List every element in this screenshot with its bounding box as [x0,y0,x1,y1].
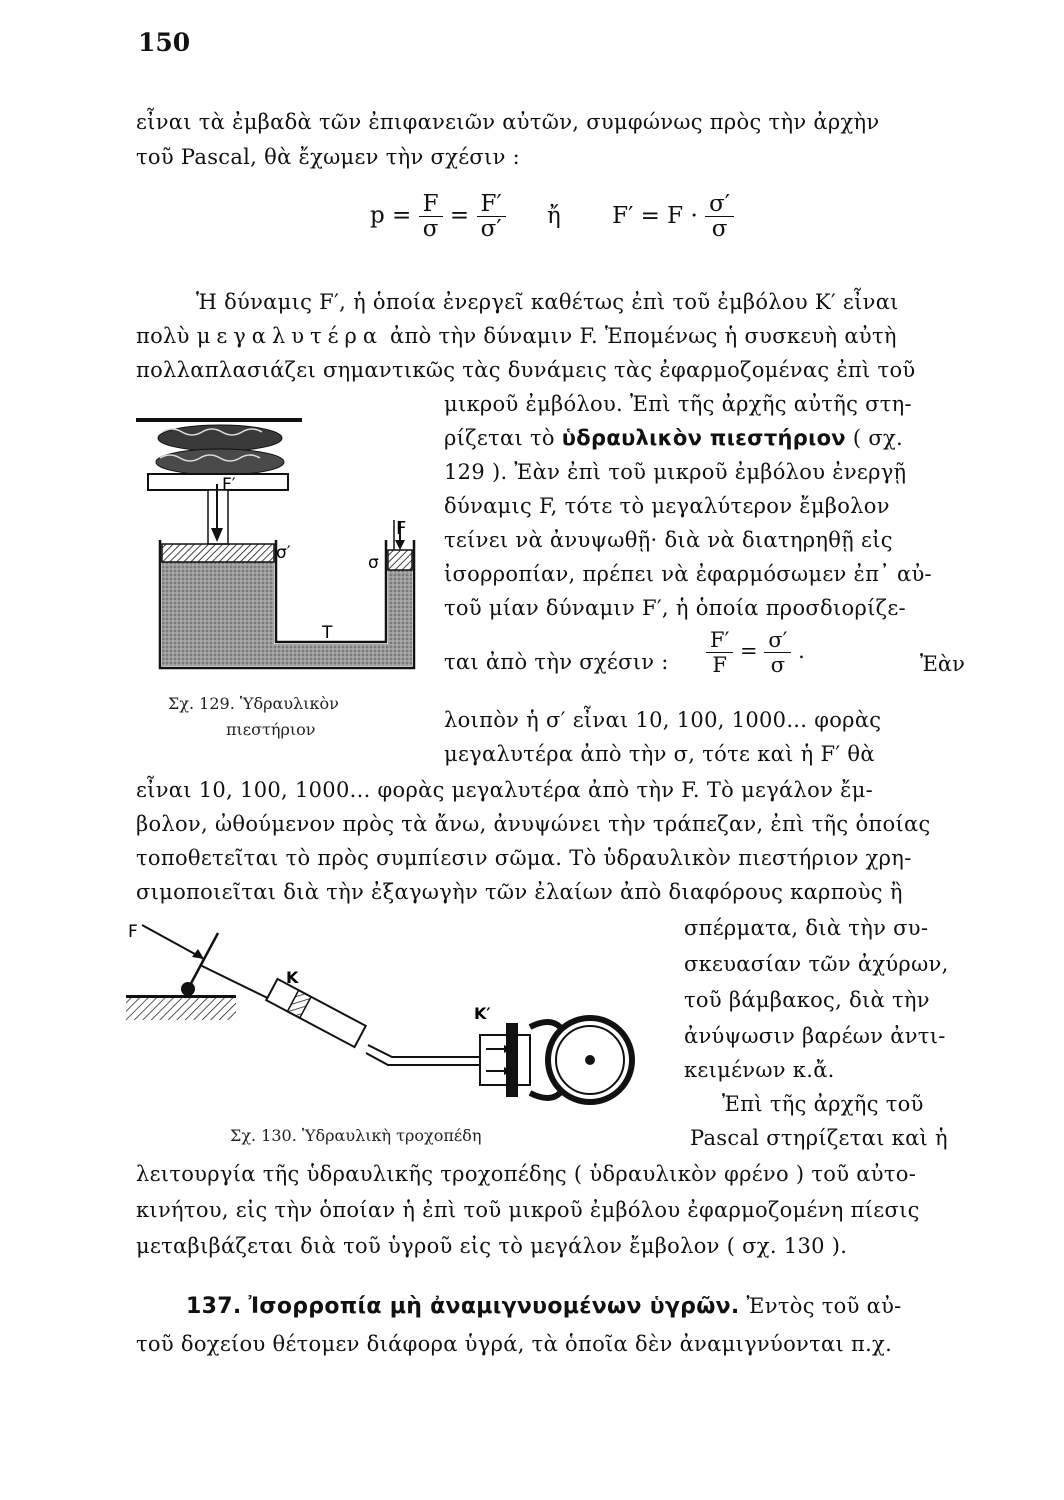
label-Fp: F′ [222,475,236,495]
paragraph-line [136,322,984,350]
paragraph-line: τοῦ δοχείου θέτομεν διάφορα ὑγρά, τὰ ὁποῖα δὲν ἀναμιγνύονται π.χ. [136,1332,893,1356]
label-F: F [128,922,138,942]
denominator: σ′ [480,216,502,242]
label-sigmap: σ′ [276,543,291,563]
paragraph-line: μικροῦ ἐμβόλου. Ἐπὶ τῆς ἀρχῆς αὐτῆς στη- [444,392,912,416]
paragraph-line: Ἡ δύναμις F′, ἡ ὁποία ἐνεργεῖ καθέτως ἐπὶ τοῦ ἐμβόλου K′ εἶναι [196,290,899,314]
paragraph-line: τοῦ μίαν δύναμιν F′, ἡ ὁποία προσδιορίζε- [444,596,906,620]
pedal-lever [188,933,218,989]
numerator: F [419,192,443,217]
paragraph-line: κινήτου, εἰς τὴν ὁποίαν ἡ ἐπὶ τοῦ μικροῦ ἐμβόλου ἐφαρμοζομένη πίεσις [136,1198,920,1222]
paragraph-line: τοῦ Pascal, θὰ ἔχωμεν τὴν σχέσιν : [136,145,520,169]
paragraph-line: ται ἀπὸ τὴν σχέσιν : [444,650,669,674]
text-span: Ἐντὸς τοῦ αὐ- [739,1294,902,1318]
pressure-formula [370,192,734,241]
paragraph-line: Pascal στηρίζεται καὶ ἡ [690,1126,948,1150]
formula-eq: = [392,202,412,229]
paragraph-line: μεταβιβάζεται διὰ τοῦ ὑγροῦ εἰς τὸ μεγάλον ἔμβολον ( σχ. 130 ). [136,1234,848,1258]
denominator: σ [770,653,786,677]
formula-p: p [370,202,385,229]
paragraph-line: λειτουργία τῆς ὑδραυλικῆς τροχοπέδης ( ὑδραυλικὸν φρένο ) τοῦ αὐτο- [136,1162,917,1186]
label-sigma: σ [368,553,379,573]
paragraph-line: ἀνύψωσιν βαρέων ἀντι- [684,1024,946,1048]
figure-129-hydraulic-press [130,410,420,680]
wheel-cylinder [480,1035,530,1085]
text-span: ( σχ. [845,426,904,450]
paragraph-line: ἰσορροπίαν, πρέπει νὰ ἐφαρμόσωμεν ἐπ᾽ αὐ- [444,562,932,586]
text-span: πολὺ [136,324,197,348]
large-piston [162,544,274,562]
paragraph-line: πολλαπλασιάζει σημαντικῶς τὰς δυνάμεις τὰς ἐφαρμοζομένας ἐπὶ τοῦ [136,358,916,382]
fraction-Fp-F [706,628,733,677]
formula-eq: = [449,202,470,229]
numerator: F′ [477,192,506,217]
figure-129-caption: Σχ. 129. Ὑδραυλικὸν [168,694,339,713]
paragraph-line: λοιπὸν ἡ σ′ εἶναι 10, 100, 1000... φορὰς [444,708,882,732]
paragraph-line: τοποθετεῖται τὸ πρὸς συμπίεσιν σῶμα. Τὸ ὑδραυλικὸν πιεστήριον χρη- [136,846,912,870]
numerator: F′ [706,628,733,653]
label-F: F [396,518,407,539]
formula-eq: = [740,639,758,663]
fraction-F-sigma [419,192,443,241]
small-piston [388,550,412,570]
fraction-sigmap-sigma [764,628,791,677]
master-cylinder [266,979,366,1047]
text-span: ρίζεται τὸ [444,426,562,450]
formula-or: ἤ [547,202,561,229]
term-hydraulic-press: ὑδραυλικὸν πιεστήριον [561,426,846,450]
paragraph-line: βολον, ὠθούμενον πρὸς τὰ ἄνω, ἀνυψώνει τὴν τράπεζαν, ἐπὶ τῆς ὁποίας [136,812,931,836]
section-number: 137. [186,1294,242,1319]
drum-axle [585,1055,595,1065]
paragraph-line: κειμένων κ.ἄ. [684,1058,835,1082]
paragraph-line: Ἐπὶ τῆς ἀρχῆς τοῦ [722,1092,924,1116]
fraction-sigmap-sigma [705,192,734,241]
paragraph-line: δύναμις F, τότε τὸ μεγαλύτερον ἔμβολον [444,494,890,518]
paragraph-line: τοῦ βάμβακος, διὰ τὴν [684,988,930,1012]
label-K: K [286,968,299,987]
paragraph-line: εἶναι τὰ ἐμβαδὰ τῶν ἐπιφανειῶν αὐτῶν, συμφώνως πρὸς τὴν ἀρχὴν [136,110,880,134]
numerator: σ′ [764,628,791,653]
paragraph-line [444,424,984,452]
paragraph-line: σκευασίαν τῶν ἀχύρων, [684,952,949,976]
paragraph-line: μεγαλυτέρα ἀπὸ τὴν σ, τότε καὶ ἡ F′ θὰ [444,742,875,766]
large-piston-Kp [506,1023,518,1097]
figure-130-caption: Σχ. 130. Ὑδραυλικὴ τροχοπέδη [230,1126,482,1145]
paragraph-line: 129 ). Ἐὰν ἐπὶ τοῦ μικροῦ ἐμβόλου ἐνεργῇ [444,460,907,484]
formula-lhs: F′ = F · [612,202,698,229]
paragraph-line: σιμοποιεῖται διὰ τὴν ἐξαγωγὴν τῶν ἐλαίων ἀπὸ διαφόρους καρποὺς ἢ [136,880,903,904]
figure-130-hydraulic-brake [120,915,680,1120]
paragraph-line: σπέρματα, διὰ τὴν συ- [684,916,929,940]
compressed-material [156,449,284,475]
label-T: T [322,623,333,643]
fraction-Fp-sigmap [477,192,506,241]
figure-129-caption: πιεστήριον [226,720,316,739]
page-number: 150 [138,28,191,57]
denominator: F [712,653,727,677]
denominator: σ [711,216,728,242]
label-Kp: K′ [474,1004,491,1023]
force-arrow-small [395,540,405,550]
relation-formula [706,628,805,677]
section-title: Ἰσορροπία μὴ ἀναμιγνυομένων ὑγρῶν. [248,1294,740,1319]
liquid [162,562,412,666]
press-top-plate [136,418,302,422]
denominator: σ [422,216,439,242]
section-137-line [186,1292,984,1321]
emphasized-word: μεγαλυτέρα [196,324,384,348]
paragraph-text: Ἐὰν [920,652,965,676]
numerator: σ′ [705,192,734,217]
paragraph-line: τείνει νὰ ἀνυψωθῇ· διὰ νὰ διατηρηθῇ εἰς [444,528,893,552]
ground-hatch [126,998,236,1020]
formula-dot: . [798,639,805,663]
paragraph-line: εἶναι 10, 100, 1000... φορὰς μεγαλυτέρα ἀπὸ τὴν F. Τὸ μεγάλον ἔμ- [136,778,874,802]
text-span: ἀπὸ τὴν δύναμιν F. Ἑπομένως ἡ συσκευὴ αὐτὴ [383,324,897,348]
